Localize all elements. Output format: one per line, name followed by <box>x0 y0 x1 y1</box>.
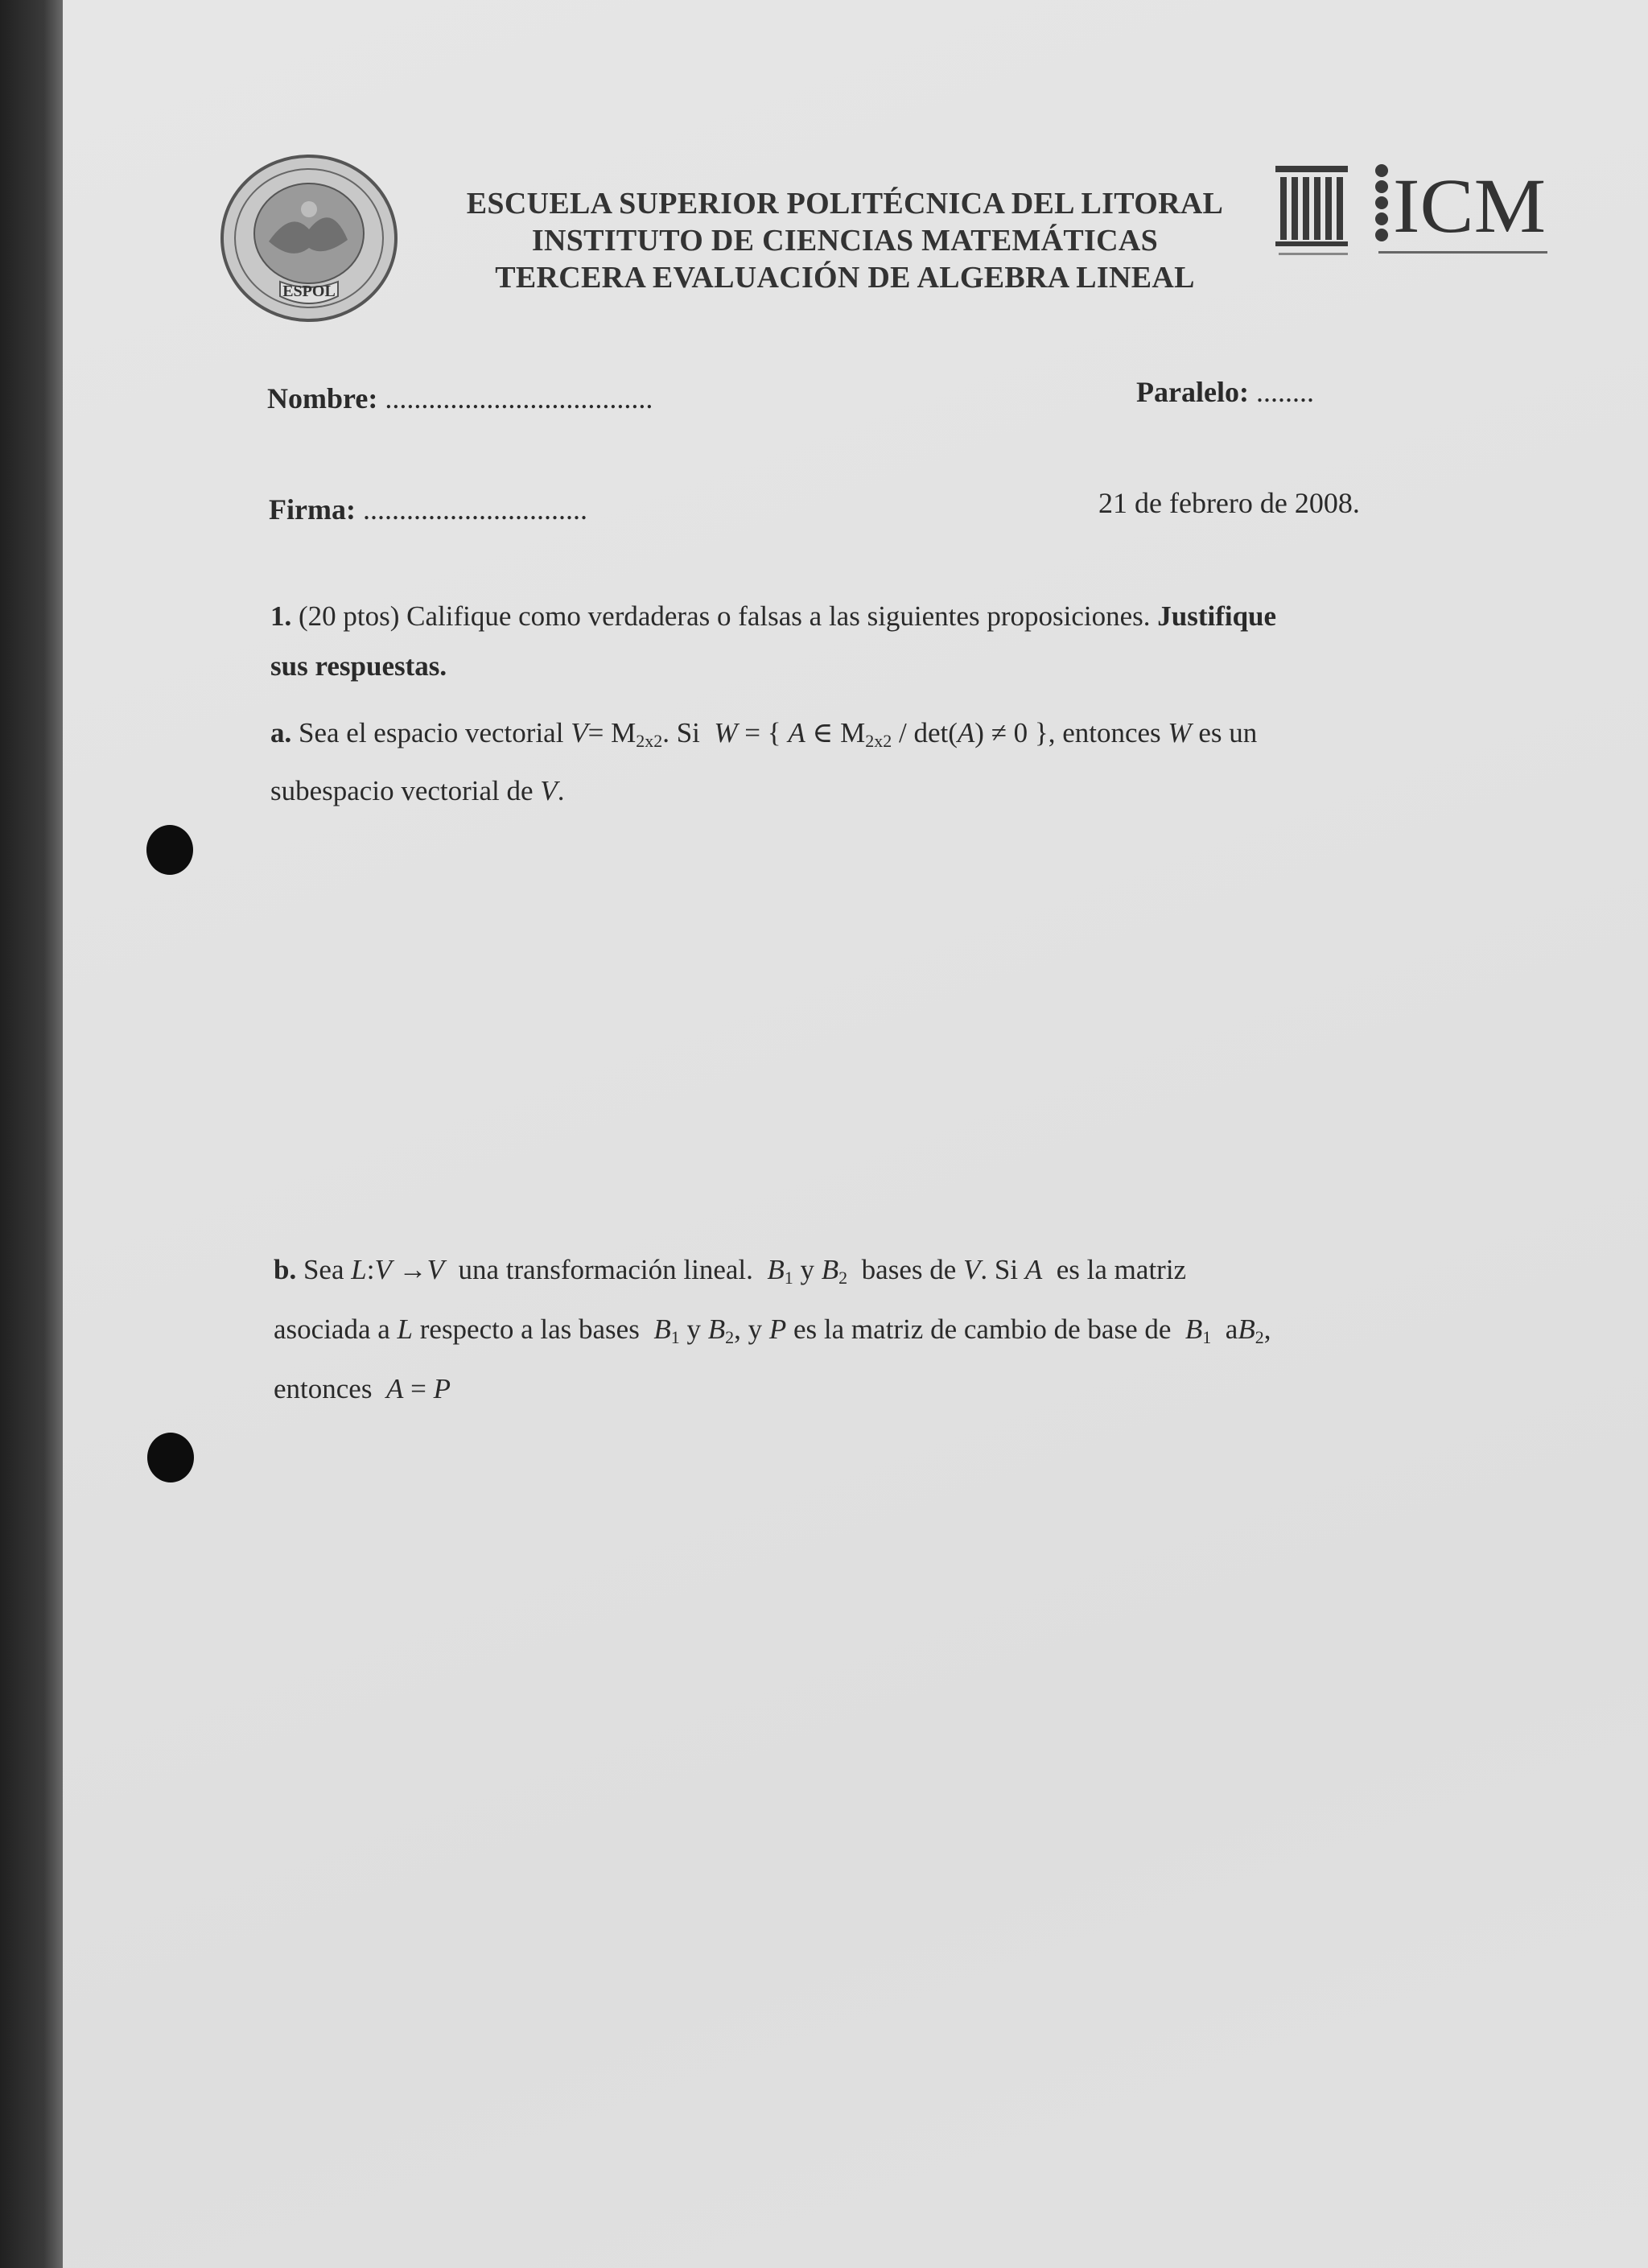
question-1-number: 1. <box>270 600 292 632</box>
item-a-label: a. <box>270 717 292 748</box>
item-b-text: bases de <box>861 1254 957 1285</box>
item-b-math: B <box>1184 1313 1203 1345</box>
item-a-text: es un <box>1198 717 1258 748</box>
item-b-math: A <box>1024 1254 1043 1285</box>
item-a-math: W <box>714 717 738 748</box>
header-institution: ESCUELA SUPERIOR POLITÉCNICA DEL LITORAL <box>466 187 1224 221</box>
item-a-math: ∈ M <box>812 717 866 748</box>
item-a-math: / det( <box>899 717 958 748</box>
item-b-math: L <box>397 1313 413 1345</box>
seal-text: ESPOL <box>282 282 336 300</box>
item-b-subscript: 2 <box>1255 1327 1264 1347</box>
question-1 <box>270 592 1276 691</box>
item-b-text: a <box>1225 1313 1238 1345</box>
item-b-text: Sea <box>303 1254 344 1285</box>
item-a-math: = M <box>587 717 637 748</box>
item-b-text: y <box>800 1254 815 1285</box>
item-b-label: b. <box>274 1254 297 1285</box>
item-b-text: respecto a las bases <box>419 1313 640 1345</box>
question-1-justify: Justifique <box>1157 600 1277 632</box>
item-a-text: . Si <box>662 717 700 748</box>
item-b-subscript: 1 <box>1202 1327 1212 1347</box>
item-a-math: V <box>571 717 588 748</box>
item-b <box>274 1244 1271 1415</box>
header-institute: INSTITUTO DE CIENCIAS MATEMÁTICAS <box>531 224 1159 258</box>
item-a-text: subespacio vectorial de <box>270 775 534 806</box>
paralelo-field <box>1136 375 1314 409</box>
item-b-text: , y <box>734 1313 763 1345</box>
item-b-text: . Si <box>980 1254 1019 1285</box>
item-b-math: P <box>768 1313 787 1345</box>
nombre-label: Nombre: <box>267 382 378 414</box>
exam-date: 21 de febrero de 2008. <box>1098 487 1360 519</box>
item-a-math: W <box>1168 717 1192 748</box>
item-b-subscript: 2 <box>838 1268 848 1288</box>
item-b-math: V <box>426 1254 444 1285</box>
punch-hole-bottom <box>147 1433 194 1482</box>
paralelo-label: Paralelo: <box>1136 376 1249 408</box>
item-a-text: Sea el espacio vectorial <box>299 717 564 748</box>
item-b-text: entonces <box>274 1373 373 1404</box>
exam-header <box>418 185 1271 296</box>
item-b-math: L <box>351 1254 367 1285</box>
nombre-field <box>267 381 653 415</box>
item-a-math: ) ≠ 0 } <box>974 717 1049 748</box>
punch-hole-top <box>146 825 193 875</box>
item-b-text: una transformación lineal. <box>458 1254 753 1285</box>
item-a-text: , entonces <box>1048 717 1161 748</box>
item-b-subscript: 1 <box>670 1327 680 1347</box>
firma-field <box>269 493 587 526</box>
item-b-text: y <box>686 1313 701 1345</box>
item-b-text: , <box>1263 1313 1271 1345</box>
item-b-math: : <box>366 1254 375 1285</box>
item-a-subscript: 2x2 <box>865 731 892 751</box>
scan-left-edge <box>0 0 63 2268</box>
item-a-math: V <box>540 775 558 806</box>
item-b-math: B <box>1238 1313 1255 1345</box>
item-b-math: V <box>374 1254 392 1285</box>
nombre-blank[interactable]: ..................................... <box>385 382 653 414</box>
exam-page <box>63 0 1648 2268</box>
item-a <box>270 708 1257 816</box>
item-b-math: B <box>767 1254 785 1285</box>
question-1-intro: (20 ptos) Califique como verdaderas o falsas a las siguientes proposiciones. <box>299 600 1151 632</box>
firma-label: Firma: <box>269 493 356 526</box>
item-b-math: B <box>821 1254 839 1285</box>
item-b-text: es la matriz <box>1056 1254 1187 1285</box>
item-b-math: V <box>963 1254 981 1285</box>
question-1-justify-cont: sus respuestas. <box>270 650 447 682</box>
paralelo-blank[interactable]: ........ <box>1255 376 1314 408</box>
header-exam-title: TERCERA EVALUACIÓN DE ALGEBRA LINEAL <box>495 261 1195 295</box>
icm-logo-text: ICM <box>1393 163 1546 249</box>
item-a-subscript: 2x2 <box>636 731 663 751</box>
item-b-text: es la matriz de cambio de base de <box>793 1313 1172 1345</box>
firma-blank[interactable]: ............................... <box>362 493 587 526</box>
item-a-math: A <box>957 717 975 748</box>
item-b-math: B <box>707 1313 726 1345</box>
item-a-math: A <box>788 717 805 748</box>
icm-logo <box>1275 159 1549 264</box>
item-a-text: . <box>557 775 565 806</box>
item-b-math: A <box>385 1373 404 1404</box>
espol-seal-logo <box>219 153 399 324</box>
item-b-subscript: 1 <box>784 1268 793 1288</box>
item-b-math: → <box>398 1254 427 1285</box>
item-b-math: = <box>410 1373 426 1404</box>
item-a-math: = { <box>744 717 781 748</box>
item-b-math: B <box>653 1313 671 1345</box>
item-b-math: P <box>433 1373 451 1404</box>
item-b-text: asociada a <box>274 1313 390 1345</box>
item-b-subscript: 2 <box>725 1327 735 1347</box>
